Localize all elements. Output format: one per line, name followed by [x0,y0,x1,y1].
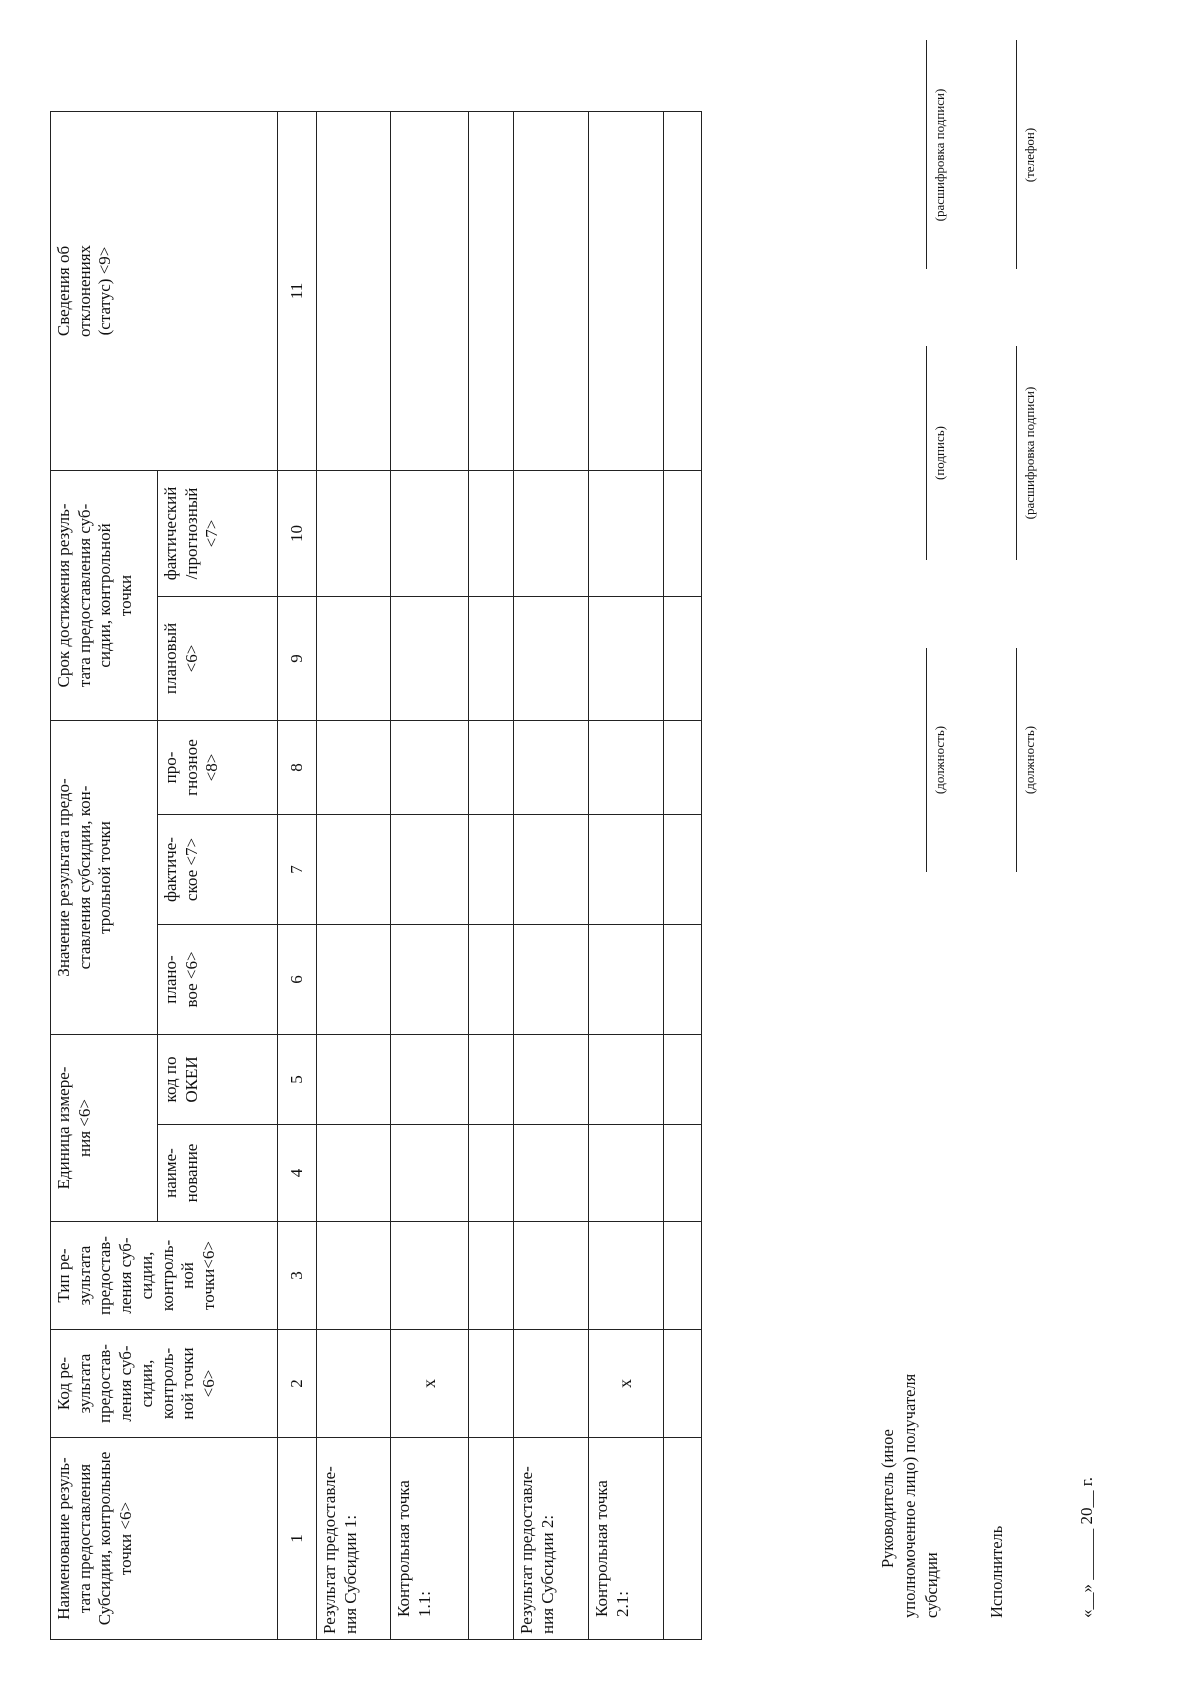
header-result-name: Наименование резуль- тата предоставления Субсидии, контрольные точки <6> [51,1438,278,1640]
column-number-row [278,112,317,1640]
column-number: 11 [278,112,317,471]
executor-label: Исполнитель [987,1525,1006,1618]
column-number: 10 [278,470,317,596]
header-status: Сведения об отклонениях (статус) <9> [51,112,278,471]
header-result-type: Тип ре- зультата предостав- ления суб- сидии, контроль- ной точки<6> [51,1222,278,1330]
header-date-group: Срок достижения резуль- тата предоставления суб- сидии, контрольной точки [51,470,158,720]
column-number: 9 [278,596,317,720]
table-row [469,112,514,1640]
header-date-fact: фактический /прогнозный <7> [158,470,278,596]
position-caption: (должность) [932,725,947,795]
row-code [469,1330,514,1438]
column-number: 6 [278,925,317,1035]
header-value-group: Значение результата предо- ставления субсидии, кон- трольной точки [51,720,158,1034]
row-code [514,1330,589,1438]
row-code [664,1330,702,1438]
head-label-line3: субсидии [922,1552,941,1618]
phone-caption: (телефон) [1022,127,1037,183]
row-name: Контрольная точка 2.1: [589,1438,664,1640]
executor-position-caption: (должность) [1022,725,1037,795]
report-table [50,111,702,1640]
row-name [664,1438,702,1640]
date-line: «__» ______ 20__ г. [1077,1476,1096,1618]
header-unit-name: наиме- нование [158,1125,278,1222]
header-result-code: Код ре- зультата предостав- ления суб- сидии, контроль- ной точки <6> [51,1330,278,1438]
header-value-fact: фактиче- ское <7> [158,815,278,925]
row-code: x [589,1330,664,1438]
table-row [514,112,589,1640]
position-line [926,648,927,872]
column-number: 4 [278,1125,317,1222]
column-number: 3 [278,1222,317,1330]
signature-caption: (подпись) [932,426,947,480]
header-value-forecast: про- гнозное <8> [158,720,278,814]
phone-line [1016,40,1017,269]
column-number: 2 [278,1330,317,1438]
table-row [317,112,391,1640]
table-row [664,112,702,1640]
row-name: Контрольная точка 1.1: [391,1438,469,1640]
column-number: 7 [278,815,317,925]
signature-line [926,346,927,560]
header-unit-code: код по ОКЕИ [158,1035,278,1125]
column-number: 5 [278,1035,317,1125]
table-row [391,112,469,1640]
row-name: Результат предоставле- ния Субсидии 1: [317,1438,391,1640]
rotated-page [40,30,1170,1650]
row-name: Результат предоставле- ния Субсидии 2: [514,1438,589,1640]
executor-decode-caption: (расшифровка подписи) [1022,386,1037,520]
column-number: 8 [278,720,317,814]
column-number: 1 [278,1438,317,1640]
executor-position-line [1016,648,1017,872]
row-code [317,1330,391,1438]
table-row [589,112,664,1640]
head-label-line1: Руководитель (иное [878,1429,897,1568]
head-label-line2: уполномоченное лицо) получателя [900,1373,919,1618]
header-unit-group: Единица измере- ния <6> [51,1035,158,1222]
header-date-plan: плановый <6> [158,596,278,720]
decode-caption: (расшифровка подписи) [932,88,947,222]
header-value-plan: плано- вое <6> [158,925,278,1035]
row-code: x [391,1330,469,1438]
decode-line [926,40,927,269]
executor-decode-line [1016,346,1017,560]
row-name [469,1438,514,1640]
